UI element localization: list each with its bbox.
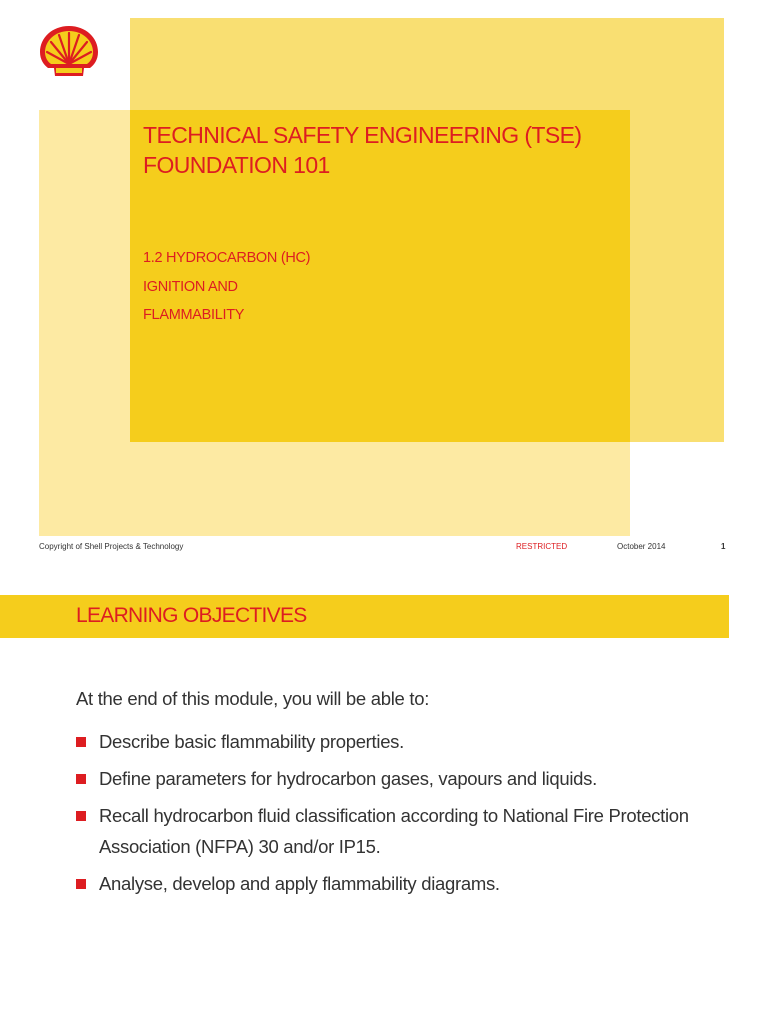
module-subtitle: [143, 244, 310, 330]
list-item: [76, 868, 736, 899]
footer-date: October 2014: [617, 542, 666, 551]
bullet-square-icon: [76, 879, 86, 889]
footer-page-number: 1: [721, 542, 726, 551]
list-item: [76, 726, 736, 757]
objective-text: Describe basic flammability properties.: [99, 731, 404, 752]
bullet-square-icon: [76, 774, 86, 784]
presentation-title: [143, 120, 581, 180]
list-item: [76, 763, 736, 794]
title-banner: [0, 595, 729, 638]
objective-text: Define parameters for hydrocarbon gases, vapours and liquids.: [99, 768, 597, 789]
subtitle-line-2: IGNITION AND: [143, 278, 238, 295]
objectives-slide: [0, 570, 768, 1024]
subtitle-line-3: FLAMMABILITY: [143, 307, 245, 323]
objectives-list: [76, 726, 736, 905]
objective-text: Analyse, develop and apply flammability diagrams.: [99, 873, 500, 894]
list-item: [76, 800, 736, 862]
slide-title: LEARNING OBJECTIVES: [76, 604, 307, 627]
shell-logo-icon: [38, 24, 100, 80]
intro-text: At the end of this module, you will be able to:: [76, 688, 430, 709]
bullet-square-icon: [76, 737, 86, 747]
footer-classification: RESTRICTED: [516, 542, 568, 551]
subtitle-line-1: 1.2 HYDROCARBON (HC): [143, 250, 311, 266]
footer-copyright: Copyright of Shell Projects & Technology: [39, 542, 184, 551]
title-line-2: FOUNDATION 101: [143, 152, 330, 178]
title-line-1: TECHNICAL SAFETY ENGINEERING (TSE): [143, 122, 582, 148]
bullet-square-icon: [76, 811, 86, 821]
objective-text: Recall hydrocarbon fluid classification according to National Fire Protection Association (NFPA) 30 and/or IP15.: [99, 805, 689, 857]
